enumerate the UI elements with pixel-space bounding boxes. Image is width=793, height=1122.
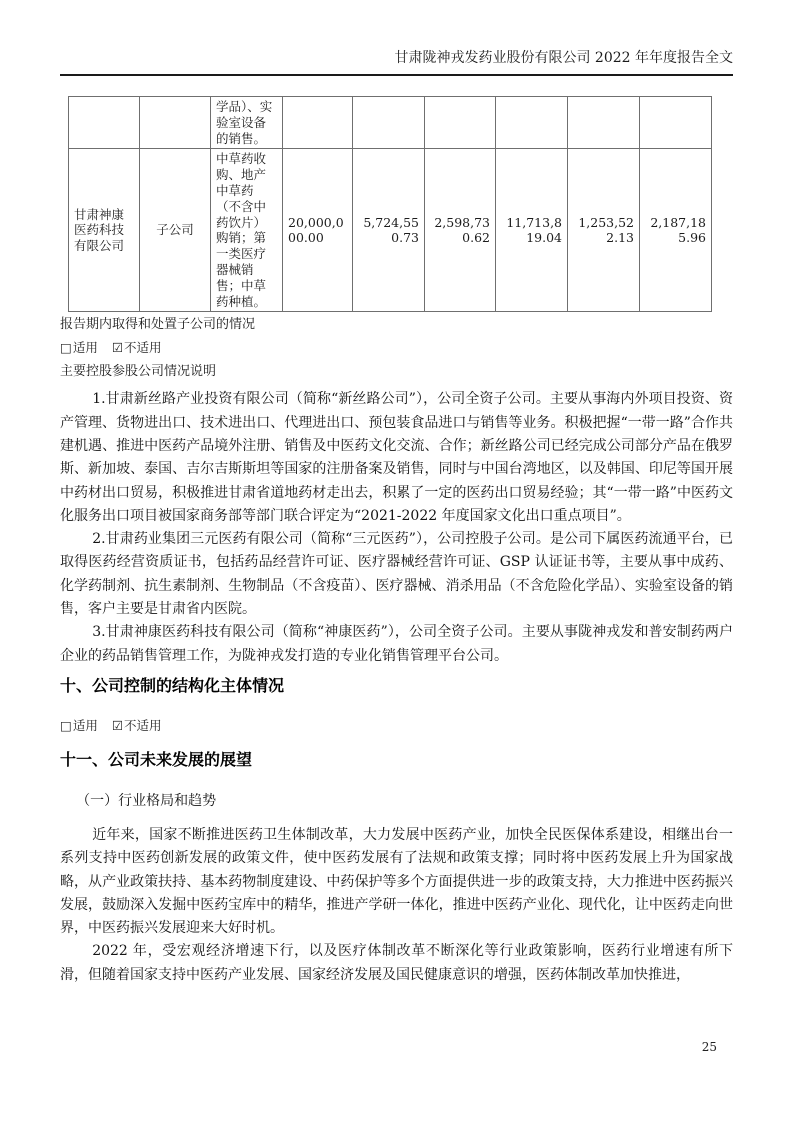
cell-total-assets: [353, 97, 425, 149]
page-header: [60, 0, 733, 76]
not-applicable-label: 不适用: [124, 340, 162, 356]
cell-main-business: 学品）、实验室设备的销售。: [211, 97, 283, 149]
acquisition-disposal-note: 报告期内取得和处置子公司的情况: [60, 317, 256, 333]
cell-registered-capital: 20,000,000.00: [283, 149, 353, 312]
checkbox-checked-icon: ☑: [111, 717, 124, 733]
cell-net-profit: 2,187,185.96: [640, 149, 712, 312]
cell-net-assets: 2,598,730.62: [425, 149, 496, 312]
paragraph-sanyuan-company: 2.甘肃药业集团三元医药有限公司（简称“三元医药”），公司控股子公司。是公司下属医药流通平台，已取得医药经营资质证书，包括药品经营许可证、医疗器械经营许可证、GSP 认证证书等，主要从事中成药、化学药制剂、抗生素制剂、生物制品（不含疫苗）、医疗器械、消杀用品（不含危险化学品）、实验室设备的销售，客户主要是甘肃省内医院。: [60, 531, 733, 618]
applicability-line: [60, 339, 733, 357]
header-title: 甘肃陇神戎发药业股份有限公司 2022 年年度报告全文: [394, 50, 733, 66]
cell-registered-capital: [283, 97, 353, 149]
paragraph-industry-trend: 近年来，国家不断推进医药卫生体制改革，大力发展中医药产业，加快全民医保体系建设，相继出台一系列支持中医药创新发展的政策文件，使中医药发展有了法规和政策支撑；同时将中医药发展上升为国家战略，从产业政策扶持、基本药物制度建设、中药保护等多个方面提供进一步的政策支持，大力推进中医药振兴发展，鼓励深入发掘中医药宝库中的精华，推进产学研一体化，推进中医药产业化、现代化，让中医药走向世界，中医药振兴发展迎来大好时机。: [60, 826, 733, 937]
paragraph-2022-industry: 2022 年，受宏观经济增速下行，以及医疗体制改革不断深化等行业政策影响，医药行业增速有所下滑，但随着国家支持中医药产业发展、国家经济发展及国民健康意识的增强，医药体制改革加快推进，: [60, 943, 733, 983]
page-number: 25: [701, 1040, 717, 1054]
cell-net-assets: [425, 97, 496, 149]
checkbox-unchecked-icon: □: [60, 340, 72, 356]
section-10-title: 十、公司控制的结构化主体情况: [60, 677, 285, 695]
subsidiaries-table: [68, 96, 712, 312]
cell-revenue: [496, 97, 568, 149]
checkbox-unchecked-icon: □: [60, 717, 72, 733]
cell-company-type: 子公司: [140, 149, 211, 312]
cell-company-name: 甘肃神康医药科技有限公司: [69, 149, 140, 312]
cell-main-business: 中草药收购、地产中草药（不含中药饮片）购销；第一类医疗器械销售；中草药种植。: [211, 149, 283, 312]
cell-revenue: 11,713,819.04: [496, 149, 568, 312]
cell-operating-profit: [568, 97, 640, 149]
applicability-line: [60, 717, 733, 735]
checkbox-checked-icon: ☑: [111, 340, 124, 356]
not-applicable-label: 不适用: [124, 717, 162, 733]
cell-total-assets: 5,724,550.73: [353, 149, 425, 312]
subsection-industry-title: （一）行业格局和趋势: [76, 792, 217, 809]
section-11-title: 十一、公司未来发展的展望: [60, 751, 253, 769]
cell-operating-profit: 1,253,522.13: [568, 149, 640, 312]
applicable-label: 适用: [72, 717, 98, 733]
table-row-subsidiary: [69, 149, 712, 312]
paragraph-shenkang-company: 3.甘肃神康医药科技有限公司（简称“神康医药”），公司全资子公司。主要从事陇神戎发和普安制药两户企业的药品销售管理工作，为陇神戎发打造的专业化销售管理平台公司。: [60, 624, 733, 664]
paragraph-xinsilu-company: 1.甘肃新丝路产业投资有限公司（简称“新丝路公司”），公司全资子公司。主要从事海内外项目投资、资产管理、货物进出口、技术进出口、代理进出口、预包装食品进口与销售等业务。积极把握“一带一路”合作共建机遇、推进中医药产品境外注册、销售及中医药文化交流、合作；新丝路公司已经完成公司部分产品在俄罗斯、新加坡、泰国、吉尔吉斯斯坦等国家的注册备案及销售，同时与中国台湾地区，以及韩国、印尼等国开展中药材出口贸易，积极推进甘肃省道地药材走出去，积累了一定的医药出口贸易经验；其“一带一路”中医药文化服务出口项目被国家商务部等部门联合评定为“2021-2022 年度国家文化出口重点项目”。: [60, 391, 733, 524]
cell-company-type: [140, 97, 211, 149]
cell-company-name: [69, 97, 140, 149]
applicable-label: 适用: [72, 340, 98, 356]
holdings-note: 主要控股参股公司情况说明: [60, 364, 217, 380]
table-row-continuation: [69, 97, 712, 149]
cell-net-profit: [640, 97, 712, 149]
